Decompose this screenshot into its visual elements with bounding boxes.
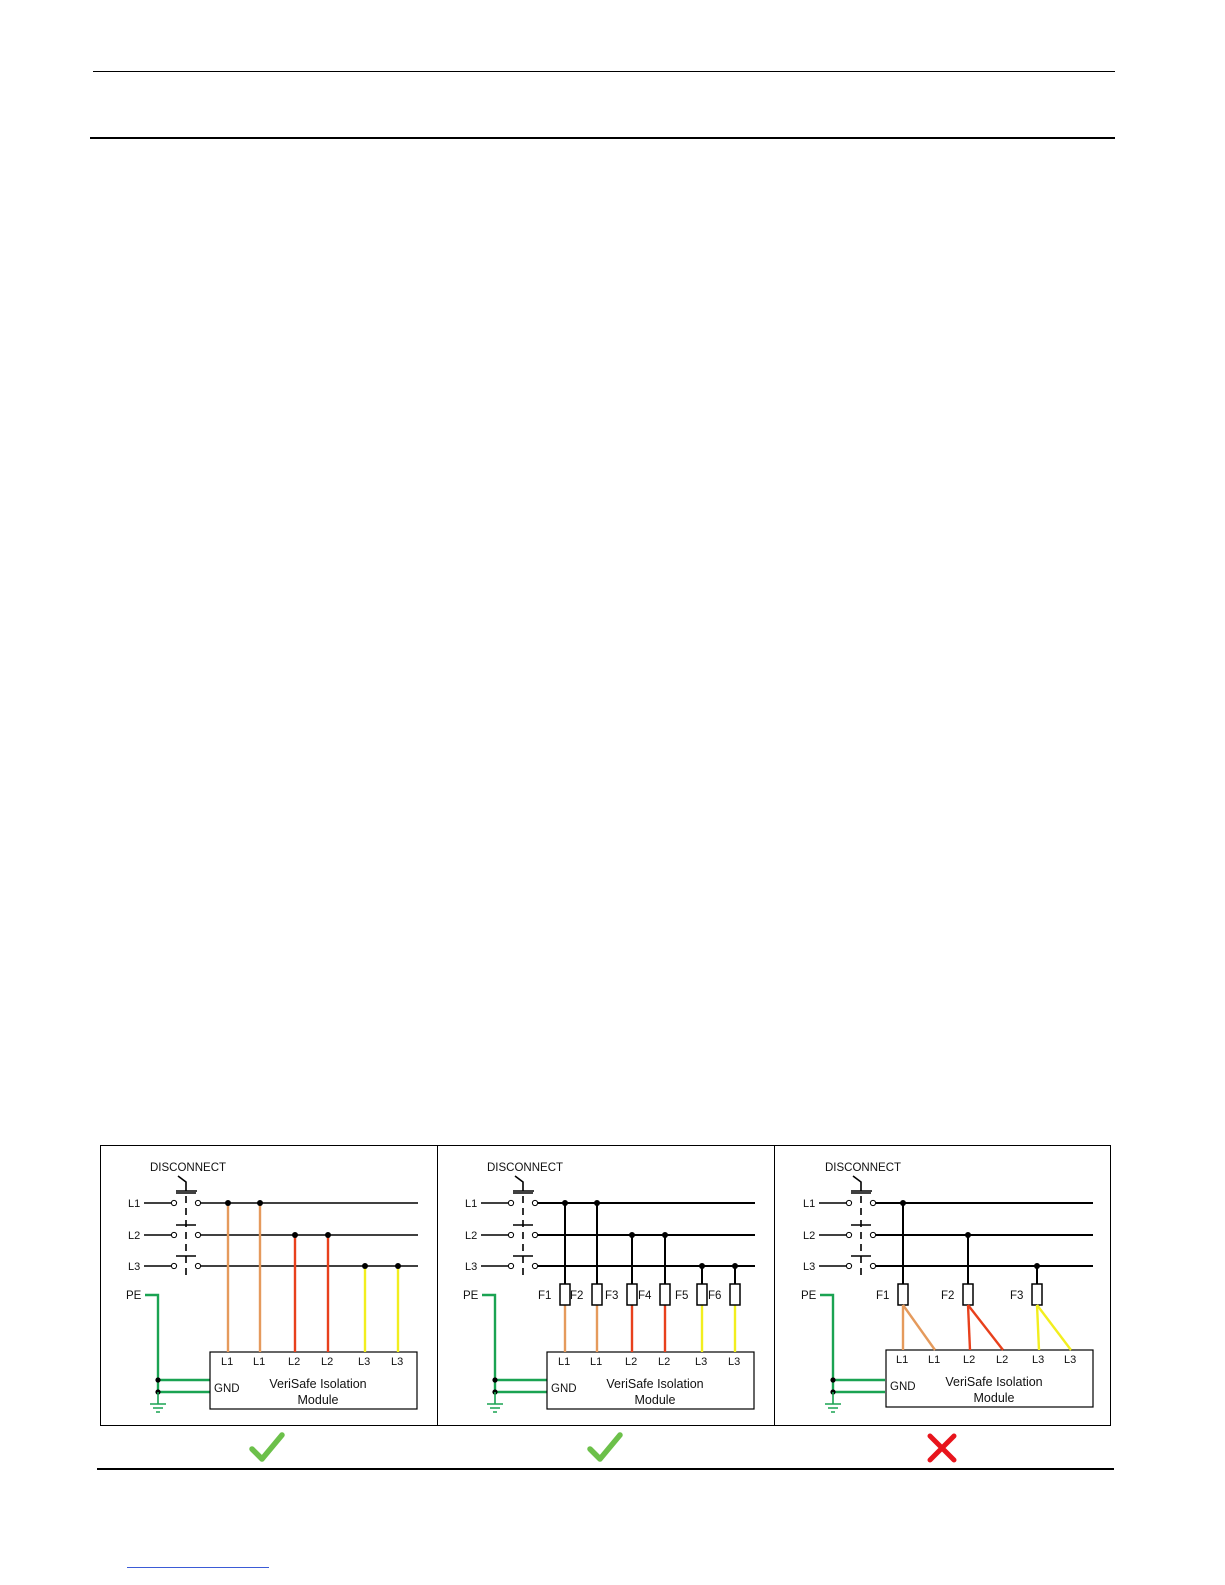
terminal-label-l3: L3 — [695, 1356, 708, 1368]
fuse-label-f2: F2 — [941, 1290, 955, 1302]
disconnect-handle — [176, 1176, 197, 1191]
module-title: VeriSafe Isolation — [269, 1377, 367, 1391]
switch-contact — [508, 1200, 513, 1205]
terminal-label-l3: L3 — [391, 1356, 404, 1368]
fuse-icon — [898, 1284, 908, 1305]
switch-contact — [532, 1263, 537, 1268]
disconnect-label: DISCONNECT — [825, 1162, 902, 1174]
junction-dot — [395, 1263, 401, 1269]
switch-contact — [846, 1200, 851, 1205]
terminal-label-l2: L2 — [996, 1354, 1009, 1366]
junction-dot — [900, 1200, 906, 1206]
wire-l2 — [968, 1305, 1003, 1350]
disconnect-handle — [851, 1176, 872, 1191]
junction-dot — [155, 1377, 160, 1382]
wire-l2 — [968, 1305, 970, 1350]
line-label-l3: L3 — [128, 1261, 141, 1273]
fuse-icon — [1032, 1284, 1042, 1305]
pe-label: PE — [126, 1290, 142, 1302]
module-subtitle: Module — [973, 1391, 1015, 1405]
line-label-l3: L3 — [803, 1261, 816, 1273]
fuse-label-f6: F6 — [708, 1290, 722, 1302]
switch-contact — [171, 1232, 176, 1237]
junction-dot — [492, 1377, 497, 1382]
junction-dot — [699, 1263, 705, 1269]
fuse-label-f3: F3 — [1010, 1290, 1024, 1302]
terminal-label-l1: L1 — [590, 1356, 603, 1368]
module-title: VeriSafe Isolation — [945, 1375, 1043, 1389]
junction-dot — [225, 1200, 231, 1206]
fuse-label-f5: F5 — [675, 1290, 689, 1302]
fuse-label-f3: F3 — [605, 1290, 619, 1302]
line-label-l2: L2 — [465, 1230, 478, 1242]
fuse-icon — [697, 1284, 707, 1305]
line-label-l2: L2 — [803, 1230, 816, 1242]
switch-contact — [870, 1232, 875, 1237]
wire-l3 — [1037, 1305, 1071, 1350]
switch-contact — [870, 1263, 875, 1268]
switch-contact — [195, 1200, 200, 1205]
line-label-l2: L2 — [128, 1230, 141, 1242]
pe-label: PE — [801, 1290, 817, 1302]
disconnect-handle — [513, 1176, 534, 1191]
pe-wire — [495, 1380, 547, 1392]
wire-l1 — [903, 1305, 935, 1350]
junction-dot — [594, 1200, 600, 1206]
junction-dot — [965, 1232, 971, 1238]
switch-contact — [846, 1263, 851, 1268]
gnd-label: GND — [890, 1381, 916, 1393]
check-icon — [252, 1435, 282, 1459]
junction-dot — [830, 1377, 835, 1382]
switch-contact — [508, 1232, 513, 1237]
terminal-label-l2: L2 — [963, 1354, 976, 1366]
module-subtitle: Module — [297, 1393, 339, 1407]
pe-wire — [820, 1295, 885, 1380]
fuse-label-f2: F2 — [570, 1290, 584, 1302]
junction-dot — [732, 1263, 738, 1269]
gnd-label: GND — [551, 1383, 577, 1395]
switch-contact — [870, 1200, 875, 1205]
switch-contact — [846, 1232, 851, 1237]
diagram-panel — [801, 1162, 1093, 1412]
fuse-label-f4: F4 — [638, 1290, 652, 1302]
line-label-l1: L1 — [803, 1198, 816, 1210]
diagram-panel — [126, 1162, 418, 1412]
switch-contact — [508, 1263, 513, 1268]
terminal-label-l3: L3 — [1064, 1354, 1077, 1366]
junction-dot — [257, 1200, 263, 1206]
fuse-icon — [963, 1284, 973, 1305]
fuse-icon — [627, 1284, 637, 1305]
terminal-label-l1: L1 — [928, 1354, 941, 1366]
disconnect-label: DISCONNECT — [487, 1162, 564, 1174]
fuse-icon — [592, 1284, 602, 1305]
terminal-label-l3: L3 — [1032, 1354, 1045, 1366]
cross-icon — [930, 1436, 954, 1460]
fuse-icon — [730, 1284, 740, 1305]
check-icon — [590, 1435, 620, 1459]
terminal-label-l1: L1 — [896, 1354, 909, 1366]
pe-wire — [833, 1380, 885, 1392]
diagram-panel — [463, 1162, 755, 1412]
junction-dot — [662, 1232, 668, 1238]
fuse-label-f1: F1 — [538, 1290, 552, 1302]
junction-dot — [1034, 1263, 1040, 1269]
wire-l3 — [1037, 1305, 1039, 1350]
gnd-label: GND — [214, 1383, 240, 1395]
switch-contact — [171, 1263, 176, 1268]
pe-label: PE — [463, 1290, 479, 1302]
terminal-label-l1: L1 — [221, 1356, 234, 1368]
line-label-l1: L1 — [465, 1198, 478, 1210]
terminal-label-l1: L1 — [253, 1356, 266, 1368]
ground-icon — [150, 1392, 166, 1412]
switch-contact — [532, 1232, 537, 1237]
junction-dot — [362, 1263, 368, 1269]
switch-contact — [195, 1263, 200, 1268]
line-label-l3: L3 — [465, 1261, 478, 1273]
terminal-label-l2: L2 — [288, 1356, 301, 1368]
pe-wire — [158, 1380, 210, 1392]
switch-contact — [171, 1200, 176, 1205]
terminal-label-l3: L3 — [358, 1356, 371, 1368]
pe-wire — [145, 1295, 210, 1380]
disconnect-label: DISCONNECT — [150, 1162, 227, 1174]
module-subtitle: Module — [634, 1393, 676, 1407]
pe-wire — [482, 1295, 547, 1380]
fuse-icon — [660, 1284, 670, 1305]
ground-icon — [487, 1392, 503, 1412]
module-title: VeriSafe Isolation — [606, 1377, 704, 1391]
ground-icon — [825, 1392, 841, 1412]
terminal-label-l2: L2 — [321, 1356, 334, 1368]
switch-contact — [532, 1200, 537, 1205]
junction-dot — [629, 1232, 635, 1238]
terminal-label-l1: L1 — [558, 1356, 571, 1368]
terminal-label-l2: L2 — [625, 1356, 638, 1368]
terminal-label-l2: L2 — [658, 1356, 671, 1368]
fuse-icon — [560, 1284, 570, 1305]
terminal-label-l3: L3 — [728, 1356, 741, 1368]
line-label-l1: L1 — [128, 1198, 141, 1210]
junction-dot — [325, 1232, 331, 1238]
switch-contact — [195, 1232, 200, 1237]
junction-dot — [292, 1232, 298, 1238]
fuse-label-f1: F1 — [876, 1290, 890, 1302]
junction-dot — [562, 1200, 568, 1206]
